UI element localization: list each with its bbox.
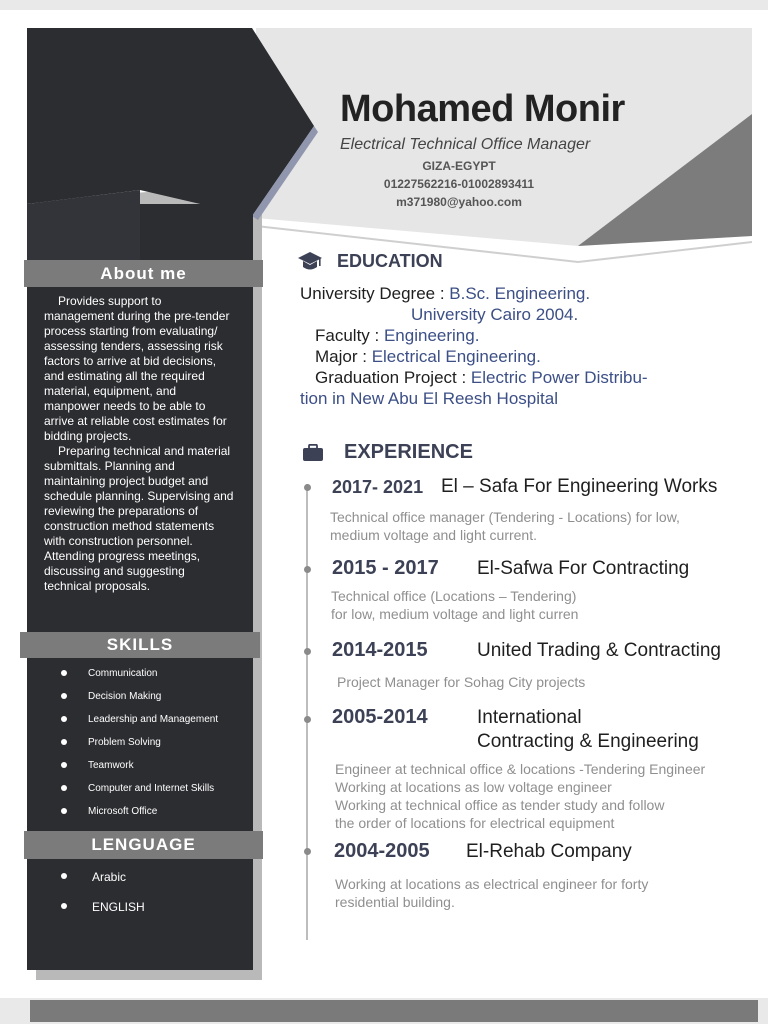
email-address: m371980@yahoo.com [396, 195, 522, 209]
skill-item: Decision Making [88, 691, 162, 702]
job-years: 2017- 2021 [332, 477, 424, 497]
job-description: Project Manager for Sohag City projects [337, 674, 586, 690]
skill-item: Leadership and Management [88, 714, 219, 725]
job-title: Electrical Technical Office Manager [340, 136, 591, 153]
phone-numbers: 01227562216-01002893411 [383, 177, 535, 191]
timeline-dot [304, 848, 311, 855]
job-description: Engineer at technical office & locations -Tendering Engineer [335, 761, 706, 777]
bullet-icon [61, 739, 67, 745]
job-description: residential building. [335, 894, 455, 910]
education-project [315, 368, 648, 388]
job-description: for low, medium voltage and light curren [331, 606, 579, 622]
experience-heading: EXPERIENCE [344, 441, 473, 463]
skill-item: Microsoft Office [88, 806, 158, 817]
education-project-cont [300, 389, 558, 409]
language-item: ENGLISH [92, 900, 145, 914]
timeline-dot [304, 484, 311, 491]
bullet-icon [61, 716, 67, 722]
briefcase-icon [303, 444, 323, 461]
bullet-icon [61, 693, 67, 699]
language-heading: LENGUAGE [24, 831, 263, 859]
project-value-cont: tion in New Abu El Reesh Hospital [300, 389, 558, 408]
major-value: Electrical Engineering. [371, 347, 541, 366]
university-value: University Cairo 2004. [411, 305, 579, 324]
skill-item: Computer and Internet Skills [88, 783, 215, 794]
job-company: El-Rehab Company [466, 841, 632, 862]
education-university [411, 305, 578, 325]
job-years: 2005-2014 [332, 706, 428, 728]
job-company: El-Safwa For Contracting [477, 558, 690, 579]
job-company: El – Safa For Engineering Works [441, 476, 718, 497]
job-description: Technical office manager (Tendering - Locations) for low, [330, 509, 680, 525]
faculty-value: Engineering. [383, 326, 480, 345]
job-description: Working at locations as electrical engineer for forty [335, 876, 649, 892]
job-description: Working at locations as low voltage engineer [335, 779, 612, 795]
job-description: the order of locations for electrical equipment [335, 815, 615, 831]
job-company-cont: Contracting & Engineering [477, 731, 699, 752]
degree-value: B.Sc. Engineering. [449, 284, 591, 303]
about-paragraph-1: Provides support to management during the pre-tender process starting from evaluating/ assessing tenders, assessing risk factors to arrive at bid decisions, and estimating all the required material, equipment, and manpower needs to be able to arrive at reliable cost estimates for bidding projects. [44, 294, 230, 443]
timeline-dot [304, 648, 311, 655]
education-major [315, 347, 541, 367]
major-label: Major : [315, 347, 372, 366]
language-item: Arabic [92, 870, 127, 884]
bullet-icon [61, 785, 67, 791]
job-company: International [477, 707, 582, 728]
bullet-icon [61, 808, 67, 814]
degree-label: University Degree : [300, 284, 450, 303]
timeline-dot [304, 716, 311, 723]
skill-item: Communication [88, 668, 158, 679]
job-description: medium voltage and light current. [330, 527, 537, 543]
bullet-icon [61, 670, 67, 676]
job-years: 2015 - 2017 [332, 557, 439, 579]
candidate-name: Mohamed Monir [340, 88, 625, 130]
bullet-icon [61, 762, 67, 768]
bullet-icon [61, 873, 67, 879]
education-degree [300, 284, 590, 304]
education-heading: EDUCATION [337, 251, 443, 271]
job-description: Working at technical office as tender study and follow [335, 797, 665, 813]
faculty-label: Faculty : [315, 326, 384, 345]
about-paragraph-2: Preparing technical and material submittals. Planning and maintaining project budget and schedule planning. Supervising and reviewing the preparations of construction method statements with construction personnel. Attending progress meetings, discussing and suggesting technical proposals. [44, 444, 234, 593]
job-description: Technical office (Locations – Tendering) [331, 588, 577, 604]
skills-heading: SKILLS [20, 632, 260, 658]
location: GIZA-EGYPT [422, 159, 496, 173]
job-years: 2014-2015 [332, 639, 428, 661]
timeline-dot [304, 566, 311, 573]
job-company: United Trading & Contracting [477, 640, 721, 661]
education-faculty [315, 326, 479, 346]
timeline-line [306, 484, 308, 940]
project-value: Electric Power Distribu- [470, 368, 648, 387]
about-text [44, 294, 234, 594]
graduation-cap-icon [297, 251, 323, 273]
job-years: 2004-2005 [334, 840, 430, 862]
about-heading: About me [24, 260, 263, 287]
skill-item: Problem Solving [88, 737, 161, 748]
skill-item: Teamwork [88, 760, 134, 771]
bullet-icon [61, 903, 67, 909]
project-label: Graduation Project : [315, 368, 471, 387]
